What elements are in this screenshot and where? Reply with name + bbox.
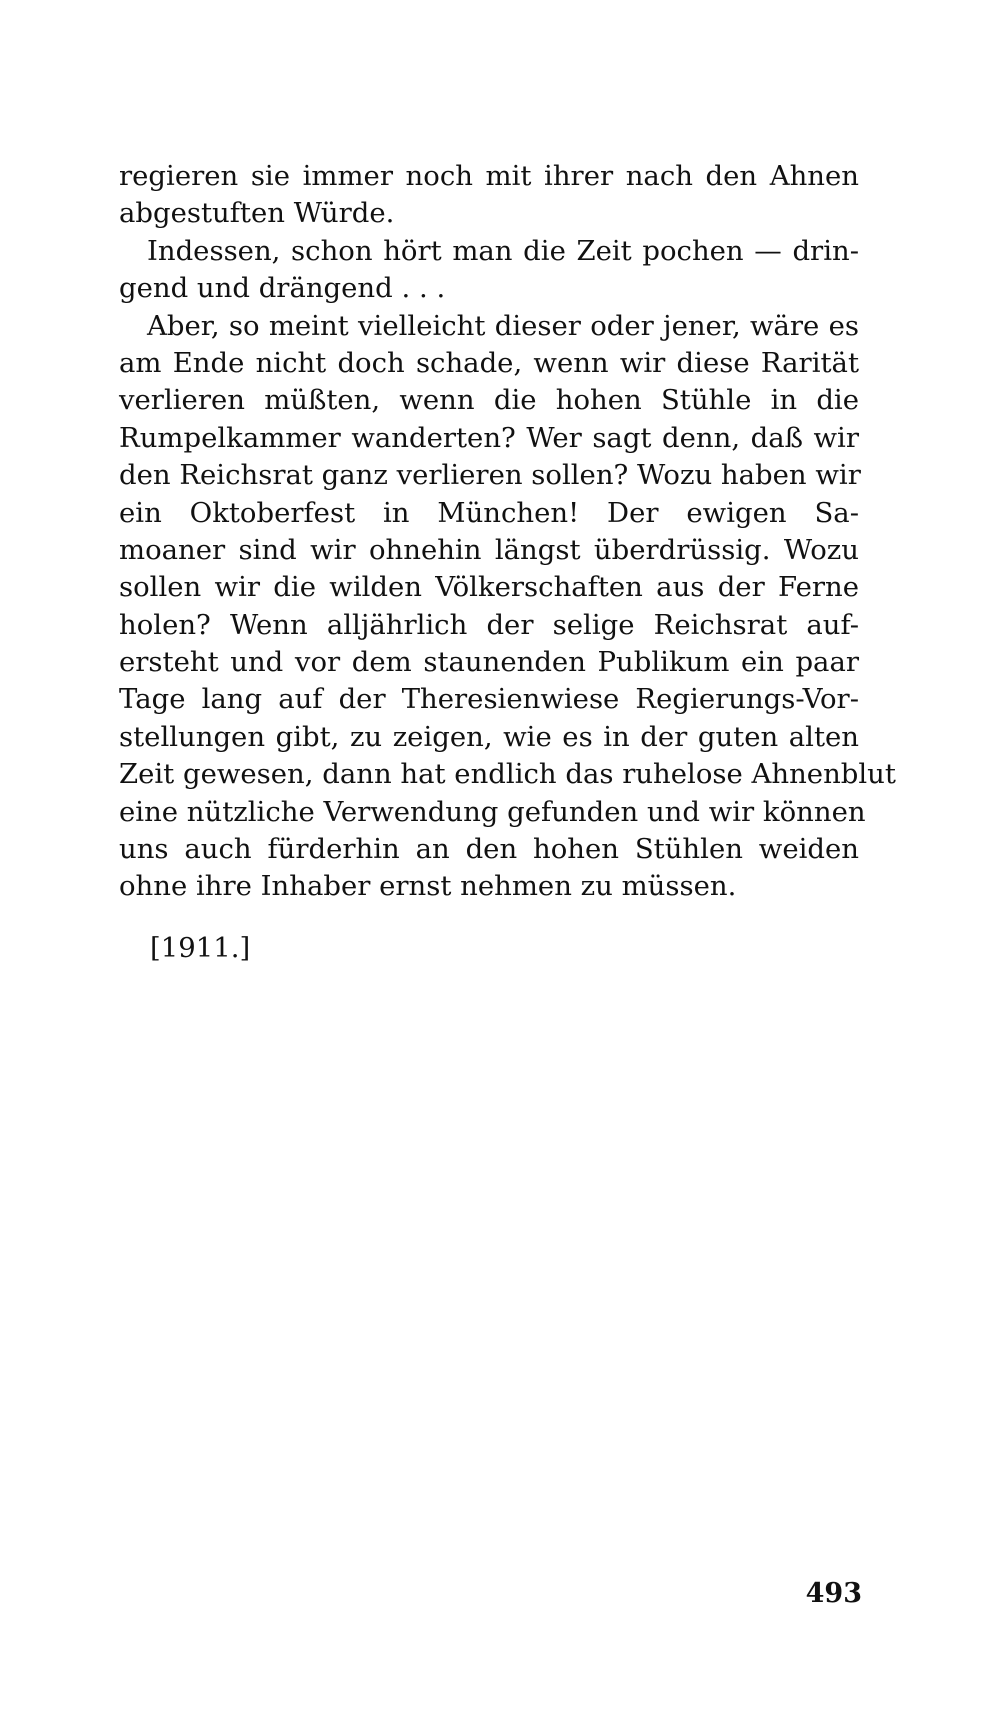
text-line: gend und drängend . . . bbox=[119, 272, 446, 305]
page-number: 493 bbox=[805, 1578, 862, 1609]
text-line: stellungen gibt, zu zeigen, wie es in der guten alten bbox=[119, 720, 859, 753]
text-line: regieren sie immer noch mit ihrer nach den Ahnen bbox=[119, 160, 859, 192]
year-note: [1911.] bbox=[150, 932, 251, 964]
text-line: ersteht und vor dem staunenden Publikum ein paar bbox=[119, 646, 859, 679]
text-line: ohne ihre Inhaber ernst nehmen zu müssen. bbox=[119, 870, 737, 903]
text-line: Rumpelkammer wanderten? Wer sagt denn, daß wir bbox=[119, 421, 859, 454]
text-line: Tage lang auf der Theresienwiese Regierungs-Vor- bbox=[119, 683, 859, 716]
text-line: Indessen, schon hört man die Zeit pochen — drin- bbox=[147, 234, 859, 267]
body-text bbox=[119, 158, 896, 906]
text-line: uns auch fürderhin an den hohen Stühlen weiden bbox=[119, 833, 859, 866]
text-line: am Ende nicht doch schade, wenn wir diese Rarität bbox=[119, 346, 859, 379]
text-line: eine nützliche Verwendung gefunden und wir können bbox=[119, 795, 866, 828]
text-line: ein Oktoberfest in München! Der ewigen Sa- bbox=[119, 496, 859, 529]
text-line: verlieren müßten, wenn die hohen Stühle in die bbox=[119, 384, 859, 417]
text-line: sollen wir die wilden Völkerschaften aus der Ferne bbox=[119, 571, 859, 604]
text-line: Zeit gewesen, dann hat endlich das ruhelose Ahnenblut bbox=[119, 758, 896, 791]
text-line: Aber, so meint vielleicht dieser oder jener, wäre es bbox=[147, 309, 859, 342]
text-line: holen? Wenn alljährlich der selige Reichsrat auf- bbox=[119, 608, 859, 641]
text-line: abgestuften Würde. bbox=[119, 197, 395, 230]
text-line: moaner sind wir ohnehin längst überdrüssig. Wozu bbox=[119, 533, 859, 566]
text-line: den Reichsrat ganz verlieren sollen? Wozu haben wir bbox=[119, 459, 861, 492]
